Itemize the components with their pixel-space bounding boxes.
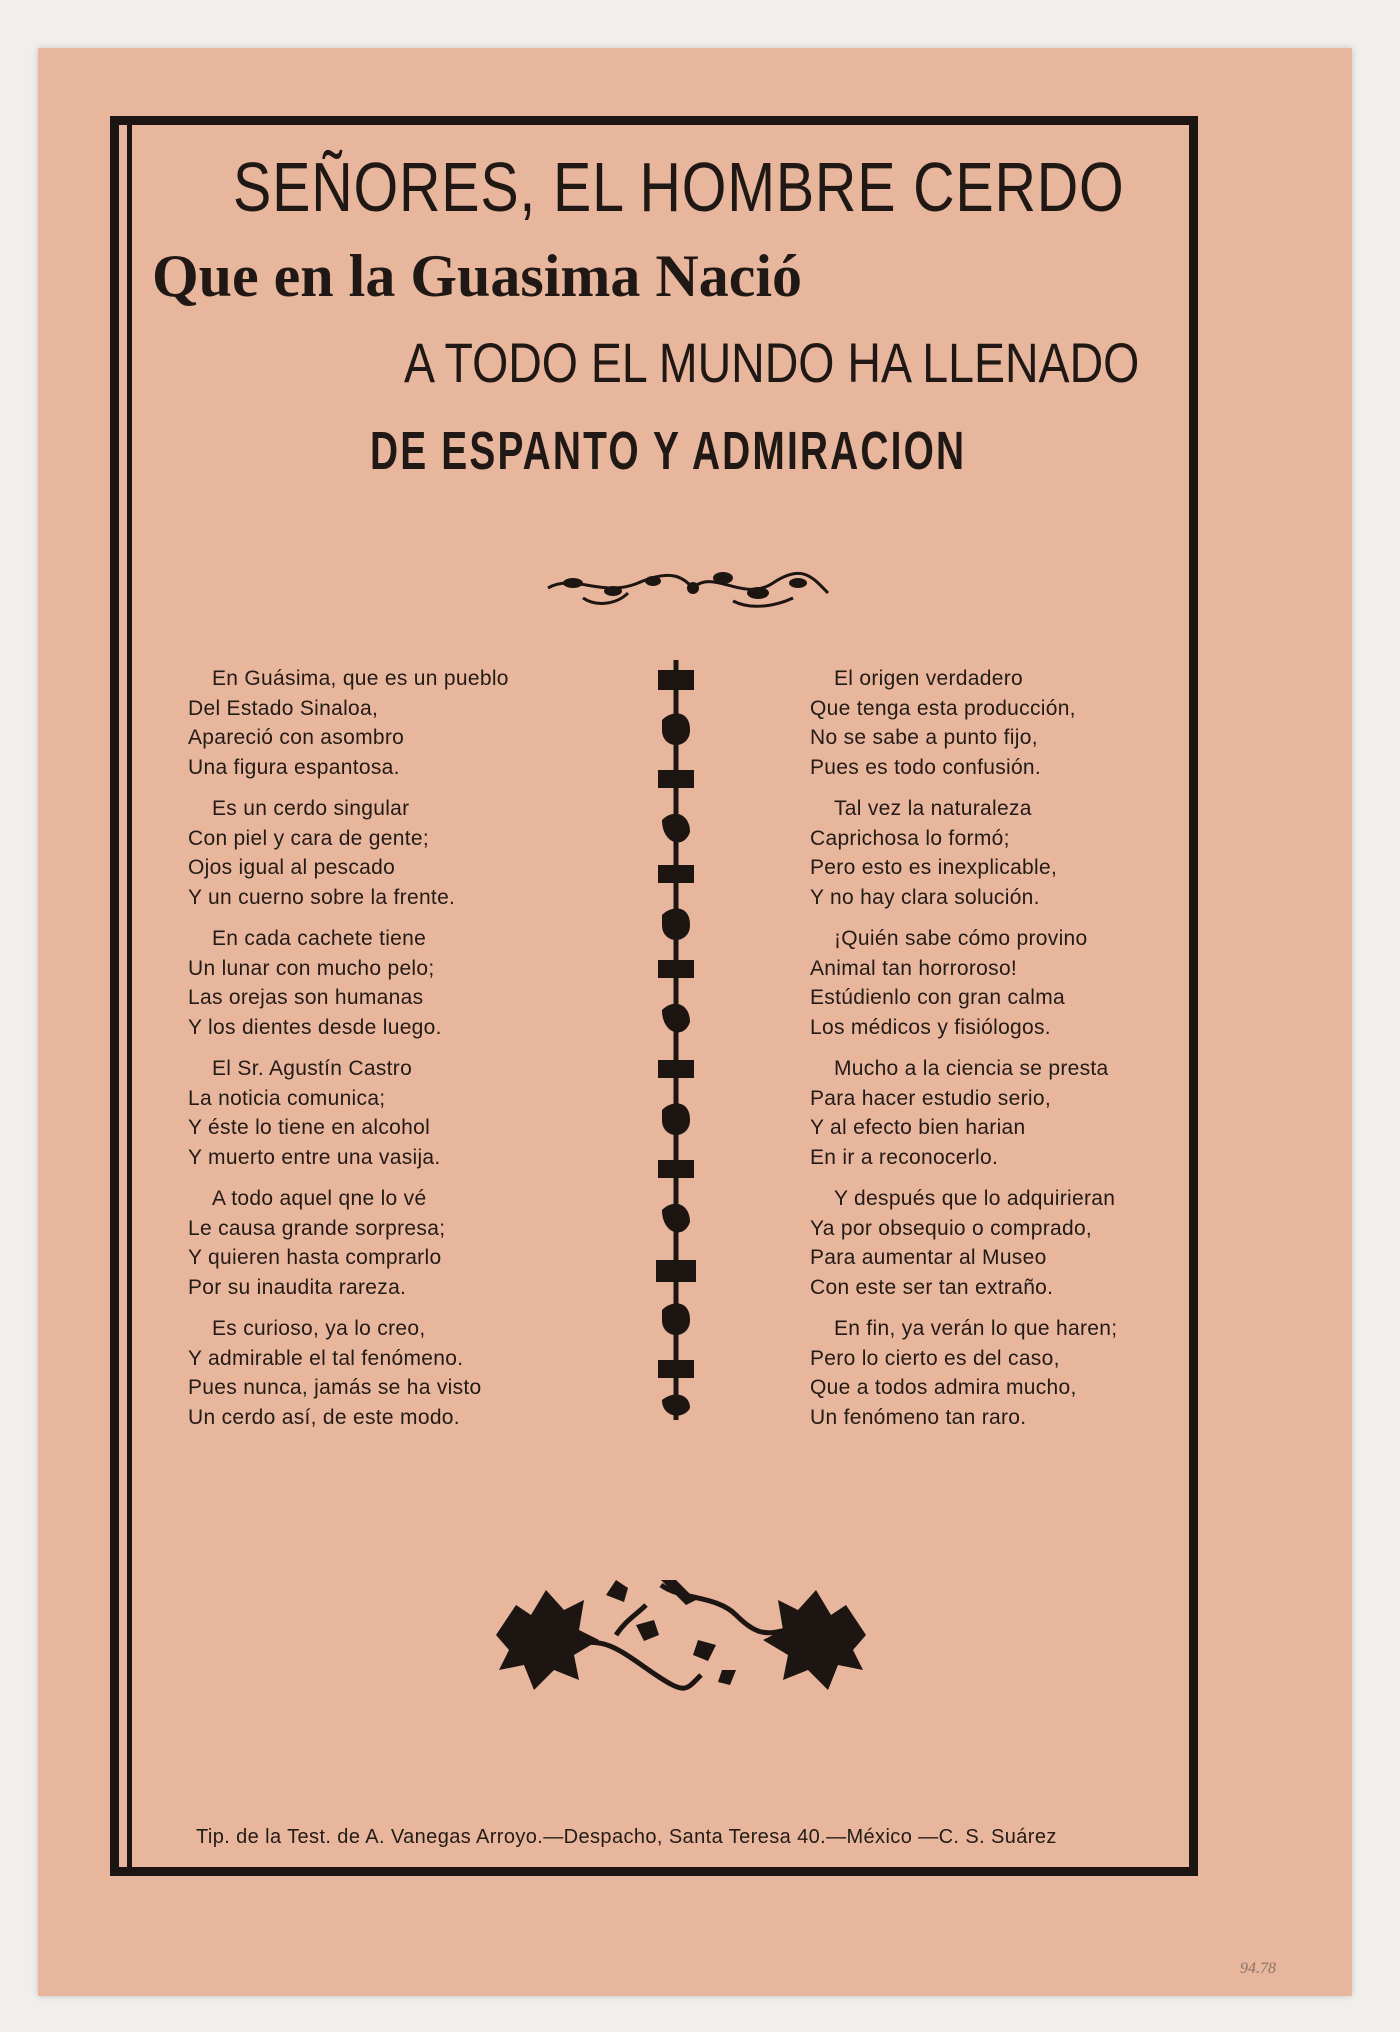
stanza (810, 1314, 1210, 1432)
verse-line: Animal tan horroroso! (810, 956, 1018, 980)
verse-line: Que a todos admira mucho, (810, 1376, 1077, 1399)
verse-line: Las orejas son humanas (188, 986, 424, 1009)
verse-line: En cada cachete tiene (212, 927, 427, 950)
verse-line: Pues es todo confusión. (810, 755, 1042, 779)
verse-line: Con este ser tan extraño. (810, 1275, 1054, 1299)
stanza (810, 664, 1210, 782)
verse-line: Es un cerdo singular (212, 797, 410, 820)
headline-line-1: SEÑORES, EL HOMBRE CERDO (233, 148, 1125, 226)
verse-line: Y muerto entre una vasija. (188, 1145, 441, 1169)
verse-line: El Sr. Agustín Castro (212, 1057, 413, 1080)
verse-line: Es curioso, ya lo creo, (212, 1317, 426, 1340)
stanza (810, 1054, 1210, 1172)
verse-line: Mucho a la ciencia se presta (834, 1057, 1109, 1080)
verse-line: Y quieren hasta comprarlo (188, 1246, 442, 1269)
verse-line: Un cerdo así, de este modo. (188, 1405, 460, 1429)
stanza (810, 1184, 1210, 1302)
verse-line: Apareció con asombro (188, 726, 405, 749)
verse-line: Ya por obsequio o comprado, (810, 1216, 1093, 1240)
verse-line: Y éste lo tiene en alcohol (188, 1116, 431, 1139)
verse-line: Un fenómeno tan raro. (810, 1405, 1027, 1429)
verse-line: Pues nunca, jamás se ha visto (188, 1376, 482, 1399)
stanza (188, 1054, 588, 1172)
verse-line: Del Estado Sinaloa, (188, 696, 379, 720)
stanza (188, 1184, 588, 1302)
verse-line: Ojos igual al pescado (188, 856, 396, 879)
verse-line: Con piel y cara de gente; (188, 826, 429, 850)
accession-number: 94.78 (1240, 1960, 1276, 1977)
stanza (188, 794, 588, 912)
stanza (188, 664, 588, 782)
floral-ornament-top-icon (543, 553, 833, 613)
verse-line: Estúdienlo con gran calma (810, 986, 1065, 1009)
vertical-ornament-column-icon (648, 660, 704, 1420)
verse-line: Y un cuerno sobre la frente. (188, 885, 456, 909)
verse-line: Caprichosa lo formó; (810, 826, 1010, 850)
right-verse-column (810, 664, 1210, 1444)
verse-line: Por su inaudita rareza. (188, 1275, 407, 1299)
verse-line: ¡Quién sabe cómo provino (834, 927, 1088, 950)
verse-line: En ir a reconocerlo. (810, 1145, 999, 1169)
verse-line: Y no hay clara solución. (810, 885, 1040, 909)
headline-line-3: A TODO EL MUNDO HA LLENADO (404, 331, 1140, 394)
verse-line: Los médicos y fisiólogos. (810, 1015, 1051, 1039)
verse-line: Pero lo cierto es del caso, (810, 1346, 1060, 1370)
verse-line: Que tenga esta producción, (810, 696, 1076, 720)
verse-line: No se sabe a punto fijo, (810, 726, 1038, 749)
headline-line-2: Que en la Guasima Nació (152, 243, 803, 309)
verse-line: La noticia comunica; (188, 1086, 386, 1110)
stanza (810, 794, 1210, 912)
verse-line: Y al efecto bien harian (810, 1116, 1026, 1139)
verse-line: Y los dientes desde luego. (188, 1015, 442, 1039)
verse-line: Y admirable el tal fenómeno. (188, 1346, 464, 1370)
stanza (188, 1314, 588, 1432)
verse-line: Para hacer estudio serio, (810, 1086, 1051, 1110)
left-verse-column (188, 664, 588, 1444)
verse-line: En Guásima, que es un pueblo (212, 667, 509, 690)
verse-line: Un lunar con mucho pelo; (188, 956, 435, 980)
headline-line-4: DE ESPANTO Y ADMIRACION (370, 421, 967, 481)
verse-line: Una figura espantosa. (188, 755, 400, 779)
verse-line: A todo aquel qne lo vé (212, 1187, 427, 1210)
printer-imprint: Tip. de la Test. de A. Vanegas Arroyo.—Despacho, Santa Teresa 40.—México —C. S. Suárez (196, 1826, 1057, 1848)
verse-line: Para aumentar al Museo (810, 1246, 1047, 1269)
verse-line: Pero esto es inexplicable, (810, 856, 1058, 879)
stanza (188, 924, 588, 1042)
verse-line: Y después que lo adquirieran (834, 1187, 1116, 1210)
verse-line: Le causa grande sorpresa; (188, 1216, 446, 1240)
verse-line: En fin, ya verán lo que haren; (834, 1317, 1118, 1340)
stanza (810, 924, 1210, 1042)
verse-line: Tal vez la naturaleza (834, 797, 1032, 820)
leaf-ornament-bottom-icon (486, 1575, 876, 1695)
verse-line: El origen verdadero (834, 667, 1023, 690)
